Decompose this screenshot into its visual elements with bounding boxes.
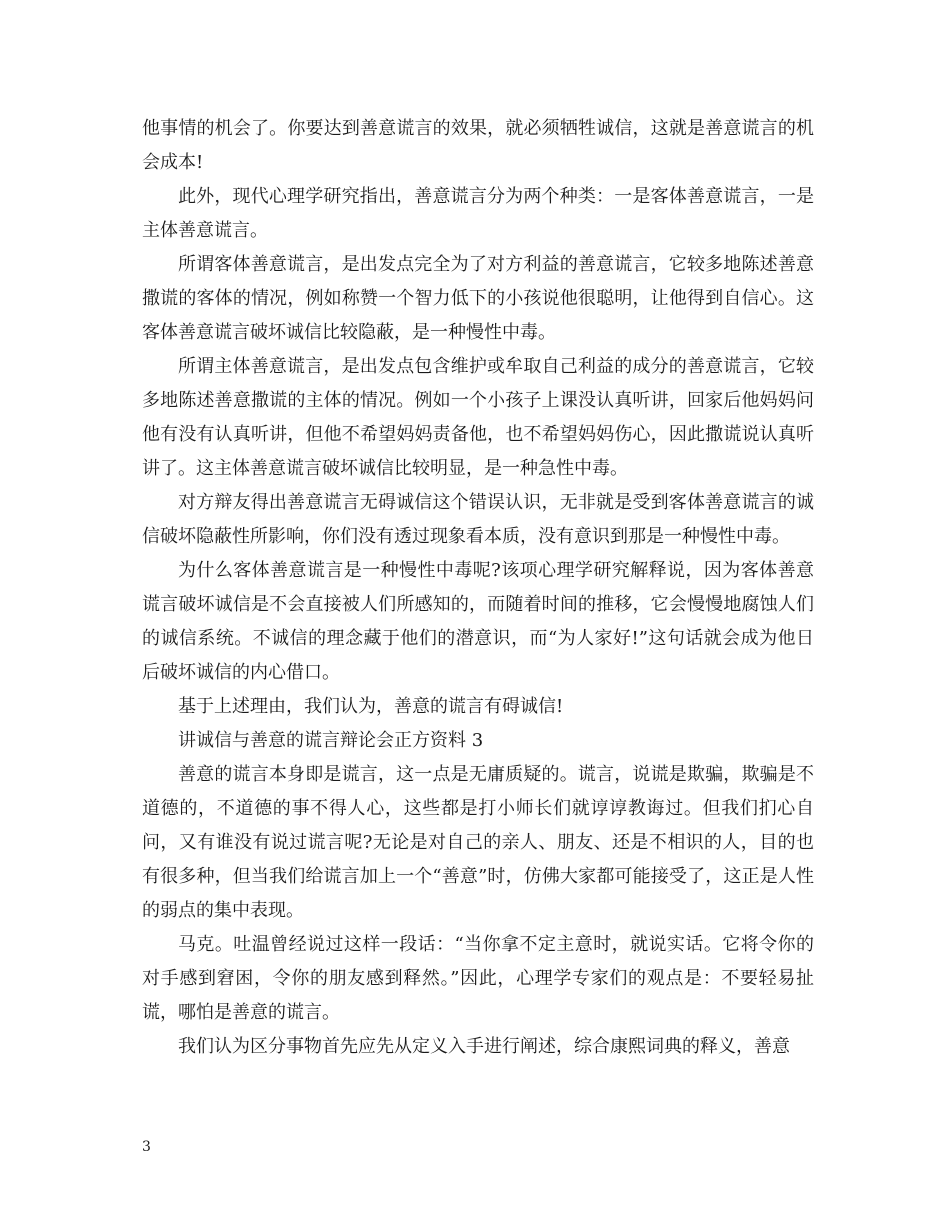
- paragraph: 对方辩友得出善意谎言无碍诚信这个错误认识，无非就是受到客体善意谎言的诚信破坏隐蔽性所影响，你们没有透过现象看本质，没有意识到那是一种慢性中毒。: [142, 492, 814, 547]
- paragraph: 为什么客体善意谎言是一种慢性中毒呢?该项心理学研究解释说，因为客体善意谎言破坏诚信是不会直接被人们所感知的，而随着时间的推移，它会慢慢地腐蚀人们的诚信系统。不诚信的理念藏于他们的潜意识，而“为人家好!”这句话就会成为他日后破坏诚信的内心借口。: [142, 560, 814, 683]
- paragraph: 所谓主体善意谎言，是出发点包含维护或牟取自己利益的成分的善意谎言，它较多地陈述善意撒谎的主体的情况。例如一个小孩子上课没认真听讲，回家后他妈妈问他有没有认真听讲，但他不希望妈妈责备他，也不希望妈妈伤心，因此撒谎说认真听讲了。这主体善意谎言破坏诚信比较明显，是一种急性中毒。: [142, 356, 814, 479]
- paragraph: 此外，现代心理学研究指出，善意谎言分为两个种类：一是客体善意谎言，一是主体善意谎言。: [142, 186, 814, 241]
- paragraph: 马克。吐温曾经说过这样一段话：“当你拿不定主意时，就说实话。它将令你的对手感到窘困，令你的朋友感到释然。”因此，心理学专家们的观点是：不要轻易扯谎，哪怕是善意的谎言。: [142, 934, 814, 1023]
- section-heading: 讲诚信与善意的谎言辩论会正方资料 3: [178, 730, 484, 751]
- paragraph: 他事情的机会了。你要达到善意谎言的效果，就必须牺牲诚信，这就是善意谎言的机会成本!: [142, 118, 814, 173]
- paragraph: 我们认为区分事物首先应先从定义入手进行阐述，综合康熙词典的释义，善意: [178, 1036, 790, 1057]
- paragraph: 善意的谎言本身即是谎言，这一点是无庸质疑的。谎言，说谎是欺骗，欺骗是不道德的，不道德的事不得人心，这些都是打小师长们就谆谆教诲过。但我们扪心自问，又有谁没有说过谎言呢?无论是对自己的亲人、朋友、还是不相识的人，目的也有很多种，但当我们给谎言加上一个“善意”时，仿佛大家都可能接受了，这正是人性的弱点的集中表现。: [142, 764, 814, 921]
- paragraph: 所谓客体善意谎言，是出发点完全为了对方利益的善意谎言，它较多地陈述善意撒谎的客体的情况，例如称赞一个智力低下的小孩说他很聪明，让他得到自信心。这客体善意谎言破坏诚信比较隐蔽，是一种慢性中毒。: [142, 254, 814, 343]
- paragraph: 基于上述理由，我们认为，善意的谎言有碍诚信!: [178, 696, 564, 717]
- document-body: [142, 112, 814, 1064]
- page-number: 3: [142, 1139, 151, 1155]
